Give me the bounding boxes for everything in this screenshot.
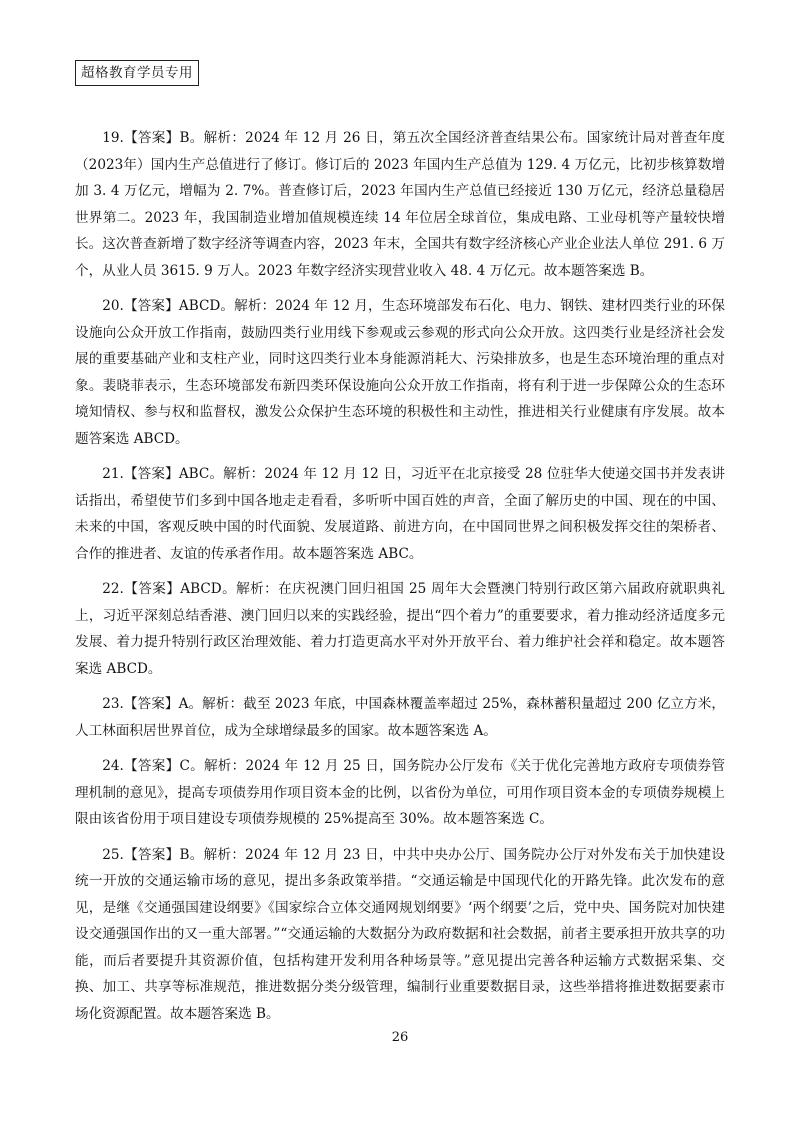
answer-20: 20.【答案】ABCD。解析：2024 年 12 月，生态环境部发布石化、电力、钢铁、建材四类行业的环保设施向公众开放工作指南，鼓励四类行业用线下参观或云参观的形式向公众开放。这四类行业是经济社会发展的重要基础产业和支柱产业，同时这四类行业本身能源消耗大、污染排放多，也是生态环境治理的重点对象。裴晓菲表示，生态环境部发布新四类环保设施向公众开放工作指南，将有利于进一步保障公众的生态环境知情权、参与权和监督权，激发公众保护生态环境的积极性和主动性，推进相关行业健康有序发展。故本题答案选 ABCD。 bbox=[75, 298, 725, 447]
answer-list bbox=[75, 125, 725, 1036]
answer-24: 24.【答案】C。解析：2024 年 12 月 25 日，国务院办公厅发布《关于优化完善地方政府专项债券管理机制的意见》，提高专项债券用作项目资本金的比例，以省份为单位，可用作项目资本金的专项债券规模上限由该省份用于项目建设专项债券规模的 25%提高至 30%。故本题答案选 C。 bbox=[75, 758, 725, 827]
header-label: 超格教育学员专用 bbox=[75, 60, 199, 86]
answer-25: 25.【答案】B。解析：2024 年 12 月 23 日，中共中央办公厅、国务院办公厅对外发布关于加快建设统一开放的交通运输市场的意见，提出多条政策举措。“交通运输是中国现代化的开路先锋。此次发布的意见，是继《交通强国建设纲要》《国家综合立体交通网规划纲要》‘两个纲要’之后，党中央、国务院对加快建设交通强国作出的又一重大部署。”“交通运输的大数据分为政府数据和社会数据，前者主要承担开放共享的功能，而后者要提升其资源价值，包括构建开发利用各种场景等。”意见提出完善各种运输方式数据采集、交换、加工、共享等标准规范，推进数据分类分级管理，编制行业重要数据目录，这些举措将推进数据要素市场化资源配置。故本题答案选 B。 bbox=[75, 846, 725, 1022]
answer-19: 19.【答案】B。解析：2024 年 12 月 26 日，第五次全国经济普查结果公布。国家统计局对普查年度（2023年）国内生产总值进行了修订。修订后的 2023 年国内生产总值为 129. 4 万亿元，比初步核算数增加 3. 4 万亿元，增幅为 2. 7%。普查修订后，2023 年国内生产总值已经接近 130 万亿元，经济总量稳居世界第二。2023 年，我国制造业增加值规模连续 14 年位居全球首位，集成电路、工业母机等产量较快增长。这次普查新增了数字经济等调查内容，2023 年末，全国共有数字经济核心产业企业法人单位 291. 6 万个，从业人员 3615. 9 万人。2023 年数字经济实现营业收入 48. 4 万亿元。故本题答案选 B。 bbox=[75, 130, 725, 279]
answer-22: 22.【答案】ABCD。解析：在庆祝澳门回归祖国 25 周年大会暨澳门特别行政区第六届政府就职典礼上，习近平深刻总结香港、澳门回归以来的实践经验，提出“四个着力”的重要要求，着力推动经济适度多元发展、着力提升特别行政区治理效能、着力打造更高水平对外开放平台、着力维护社会祥和稳定。故本题答案选 ABCD。 bbox=[75, 581, 725, 677]
answer-21: 21.【答案】ABC。解析：2024 年 12 月 12 日，习近平在北京接受 28 位驻华大使递交国书并发表讲话指出，希望使节们多到中国各地走走看看，多听听中国百姓的声音，全面了解历史的中国、现在的中国、未来的中国，客观反映中国的时代面貌、发展道路、前进方向，在中国同世界之间积极发挥交往的架桥者、合作的推进者、友谊的传承者作用。故本题答案选 ABC。 bbox=[75, 466, 725, 562]
answer-23: 23.【答案】A。解析：截至 2023 年底，中国森林覆盖率超过 25%，森林蓄积量超过 200 亿立方米，人工林面积居世界首位，成为全球增绿最多的国家。故本题答案选 A。 bbox=[75, 696, 725, 739]
page-number: 26 bbox=[391, 1030, 409, 1045]
